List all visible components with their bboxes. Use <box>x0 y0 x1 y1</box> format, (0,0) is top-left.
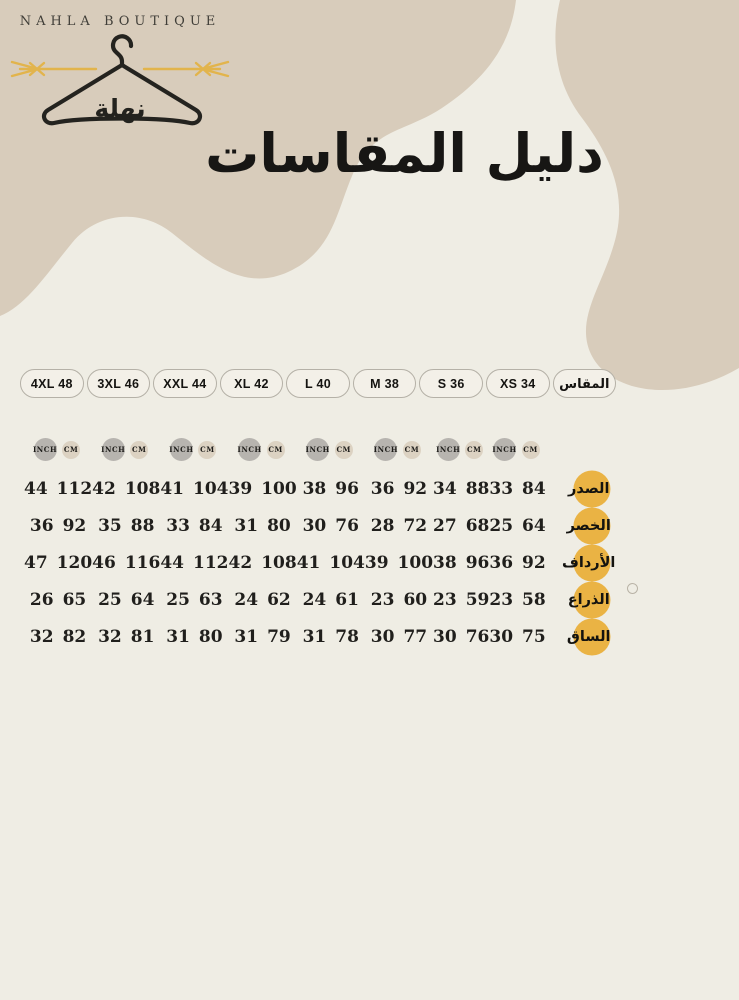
measurement-cell <box>297 507 365 544</box>
measurement-cell <box>433 581 489 618</box>
cm-value: 104 <box>193 478 229 499</box>
measurement-cell <box>92 581 160 618</box>
inch-value: 26 <box>29 589 54 610</box>
unit-label: INCH <box>305 445 330 454</box>
inch-unit-badge <box>435 437 461 463</box>
measurement-cell <box>297 544 365 581</box>
cm-value: 60 <box>403 589 428 610</box>
measurement-cell <box>297 618 365 655</box>
row-label-cell <box>546 618 632 655</box>
row-label: الأرداف <box>562 554 616 571</box>
inch-value: 34 <box>433 478 457 499</box>
cm-value: 59 <box>465 589 490 610</box>
row-label-cell <box>546 544 632 581</box>
cm-value: 116 <box>124 552 161 573</box>
cm-value: 64 <box>522 515 546 536</box>
unit-label: INCH <box>373 445 399 454</box>
cm-value: 76 <box>465 626 490 647</box>
inch-value: 35 <box>98 515 122 536</box>
cm-value: 88 <box>465 478 490 499</box>
measurement-cell <box>92 470 160 507</box>
inch-value: 44 <box>24 478 48 499</box>
inch-value: 30 <box>489 626 514 647</box>
measurement-cell <box>365 507 433 544</box>
cm-unit-badge <box>126 437 152 463</box>
unit-header-cell <box>365 433 433 466</box>
measurement-cell <box>489 544 545 581</box>
measurement-cell <box>92 507 160 544</box>
row-label-cell <box>546 470 632 507</box>
inch-value: 32 <box>98 626 122 647</box>
small-circle-mark <box>627 583 638 594</box>
inch-value: 39 <box>364 552 389 573</box>
cm-value: 92 <box>62 515 87 536</box>
logo-calligraphy: نهلة <box>94 94 146 123</box>
inch-value: 24 <box>302 589 327 610</box>
inch-value: 36 <box>29 515 54 536</box>
inch-value: 47 <box>24 552 48 573</box>
brand-name: NAHLA BOUTIQUE <box>19 14 221 29</box>
cm-value: 75 <box>522 626 546 647</box>
cm-value: 92 <box>403 478 428 499</box>
blob-top-right <box>555 0 739 390</box>
size-header-row <box>20 369 616 398</box>
inch-value: 27 <box>433 515 457 536</box>
measurement-cell <box>365 618 433 655</box>
row-label-cell <box>546 581 632 618</box>
unit-label: INCH <box>101 445 126 454</box>
cm-unit-badge <box>461 437 487 463</box>
cm-value: 65 <box>62 589 87 610</box>
unit-label: CM <box>466 445 482 454</box>
cm-value: 62 <box>267 589 291 610</box>
cm-value: 84 <box>522 478 546 499</box>
unit-label: CM <box>336 445 352 454</box>
page-title: دليل المقاسات <box>205 121 604 185</box>
cm-value: 112 <box>56 478 93 499</box>
row-label-cell <box>546 507 632 544</box>
unit-label: CM <box>404 445 420 454</box>
cm-unit-badge <box>58 437 84 463</box>
inch-value: 25 <box>489 515 514 536</box>
inch-value: 41 <box>296 552 321 573</box>
cm-value: 64 <box>130 589 155 610</box>
cm-value: 84 <box>198 515 223 536</box>
size-pill-s-36: S 36 <box>419 369 483 398</box>
inch-value: 24 <box>234 589 259 610</box>
unit-label: INCH <box>492 445 517 454</box>
measurement-cell <box>92 544 160 581</box>
row-label: الخصر <box>566 517 611 534</box>
cm-value: 120 <box>56 552 93 573</box>
cm-value: 81 <box>130 626 155 647</box>
measurement-cell <box>489 470 545 507</box>
size-pill-4xl-48: 4XL 48 <box>20 369 84 398</box>
unit-label: CM <box>63 445 79 454</box>
inch-value: 36 <box>489 552 514 573</box>
measurement-cell <box>229 618 297 655</box>
cm-value: 68 <box>465 515 490 536</box>
measurement-cell <box>365 470 433 507</box>
unit-header-spacer <box>546 433 632 466</box>
measurement-cell <box>160 618 228 655</box>
cm-value: 79 <box>267 626 291 647</box>
measurement-cell <box>433 544 489 581</box>
measurement-cell <box>24 544 92 581</box>
cm-value: 80 <box>267 515 291 536</box>
inch-value: 31 <box>234 626 259 647</box>
measurement-cell <box>160 581 228 618</box>
cm-value: 63 <box>198 589 223 610</box>
inch-value: 38 <box>433 552 457 573</box>
row-label: الذراع <box>567 591 610 608</box>
inch-value: 33 <box>166 515 190 536</box>
inch-value: 44 <box>160 552 185 573</box>
size-pill-3xl-46: 3XL 46 <box>87 369 151 398</box>
measurement-cell <box>229 544 297 581</box>
measurement-cell <box>297 470 365 507</box>
cm-value: 77 <box>403 626 428 647</box>
cm-value: 92 <box>522 552 546 573</box>
measurement-cell <box>229 507 297 544</box>
inch-value: 25 <box>166 589 190 610</box>
inch-value: 23 <box>489 589 514 610</box>
cm-unit-badge <box>399 437 425 463</box>
cm-value: 82 <box>62 626 87 647</box>
inch-value: 42 <box>92 478 116 499</box>
inch-value: 33 <box>489 478 514 499</box>
inch-unit-badge <box>100 437 126 463</box>
inch-value: 41 <box>160 478 185 499</box>
measurement-cell <box>24 507 92 544</box>
cm-value: 104 <box>329 552 365 573</box>
inch-value: 23 <box>370 589 395 610</box>
measurement-cell <box>433 507 489 544</box>
inch-value: 31 <box>302 626 327 647</box>
inch-value: 38 <box>302 478 327 499</box>
inch-value: 31 <box>166 626 190 647</box>
cm-unit-badge <box>263 437 289 463</box>
cm-value: 108 <box>124 478 161 499</box>
measurement-cell <box>92 618 160 655</box>
inch-value: 30 <box>302 515 327 536</box>
inch-value: 32 <box>29 626 54 647</box>
cm-value: 88 <box>130 515 155 536</box>
measurement-cell <box>433 618 489 655</box>
measurement-cell <box>365 544 433 581</box>
inch-unit-badge <box>305 437 331 463</box>
inch-unit-badge <box>373 437 399 463</box>
measurement-cell <box>229 470 297 507</box>
unit-label: CM <box>200 445 215 454</box>
measurement-cell <box>160 470 228 507</box>
size-table <box>24 433 620 655</box>
inch-unit-badge <box>237 437 263 463</box>
cm-value: 78 <box>335 626 359 647</box>
measurement-cell <box>24 581 92 618</box>
measurement-cell <box>297 581 365 618</box>
cm-value: 96 <box>335 478 359 499</box>
cm-value: 100 <box>261 478 297 499</box>
row-label: الساق <box>566 628 611 645</box>
inch-value: 39 <box>228 478 253 499</box>
unit-label: INCH <box>237 445 262 454</box>
cm-unit-badge <box>194 437 220 463</box>
measurement-cell <box>489 581 545 618</box>
unit-header-cell <box>433 433 489 466</box>
inch-value: 30 <box>370 626 395 647</box>
measurement-cell <box>160 507 228 544</box>
inch-unit-badge <box>32 437 58 463</box>
size-pill-xs-34: XS 34 <box>486 369 550 398</box>
cm-value: 100 <box>397 552 434 573</box>
measurement-cell <box>489 507 545 544</box>
size-pill-m-38: M 38 <box>353 369 417 398</box>
unit-label: CM <box>523 445 538 454</box>
measurement-cell <box>433 470 489 507</box>
inch-unit-badge <box>168 437 194 463</box>
unit-label: CM <box>131 445 147 454</box>
cm-unit-badge <box>331 437 357 463</box>
unit-label: INCH <box>32 445 58 454</box>
unit-label: INCH <box>169 445 194 454</box>
unit-header-cell <box>489 433 545 466</box>
cm-unit-badge <box>518 437 544 463</box>
cm-value: 72 <box>403 515 428 536</box>
size-pill-almaqas: المقاس <box>553 369 617 398</box>
measurement-cell <box>24 618 92 655</box>
unit-header-cell <box>160 433 228 466</box>
unit-header-cell <box>24 433 92 466</box>
cm-value: 112 <box>193 552 229 573</box>
measurement-cell <box>489 618 545 655</box>
measurement-cell <box>24 470 92 507</box>
measurement-cell <box>365 581 433 618</box>
inch-value: 28 <box>370 515 395 536</box>
cm-value: 80 <box>198 626 223 647</box>
inch-value: 46 <box>92 552 116 573</box>
size-pill-xxl-44: XXL 44 <box>153 369 217 398</box>
inch-value: 23 <box>433 589 457 610</box>
unit-label: INCH <box>436 445 461 454</box>
cm-value: 108 <box>261 552 297 573</box>
inch-value: 30 <box>433 626 457 647</box>
inch-unit-badge <box>492 437 518 463</box>
brand-header <box>10 10 230 140</box>
unit-header-cell <box>92 433 160 466</box>
inch-value: 36 <box>370 478 395 499</box>
unit-header-cell <box>229 433 297 466</box>
size-pill-l-40: L 40 <box>286 369 350 398</box>
inch-value: 25 <box>98 589 122 610</box>
size-pill-xl-42: XL 42 <box>220 369 284 398</box>
measurement-cell <box>160 544 228 581</box>
inch-value: 42 <box>228 552 253 573</box>
measurement-cell <box>229 581 297 618</box>
row-label: الصدر <box>568 480 610 497</box>
unit-header-cell <box>297 433 365 466</box>
cm-value: 76 <box>335 515 359 536</box>
cm-value: 96 <box>465 552 490 573</box>
cm-value: 58 <box>522 589 546 610</box>
unit-label: CM <box>268 445 283 454</box>
cm-value: 61 <box>335 589 359 610</box>
inch-value: 31 <box>234 515 259 536</box>
